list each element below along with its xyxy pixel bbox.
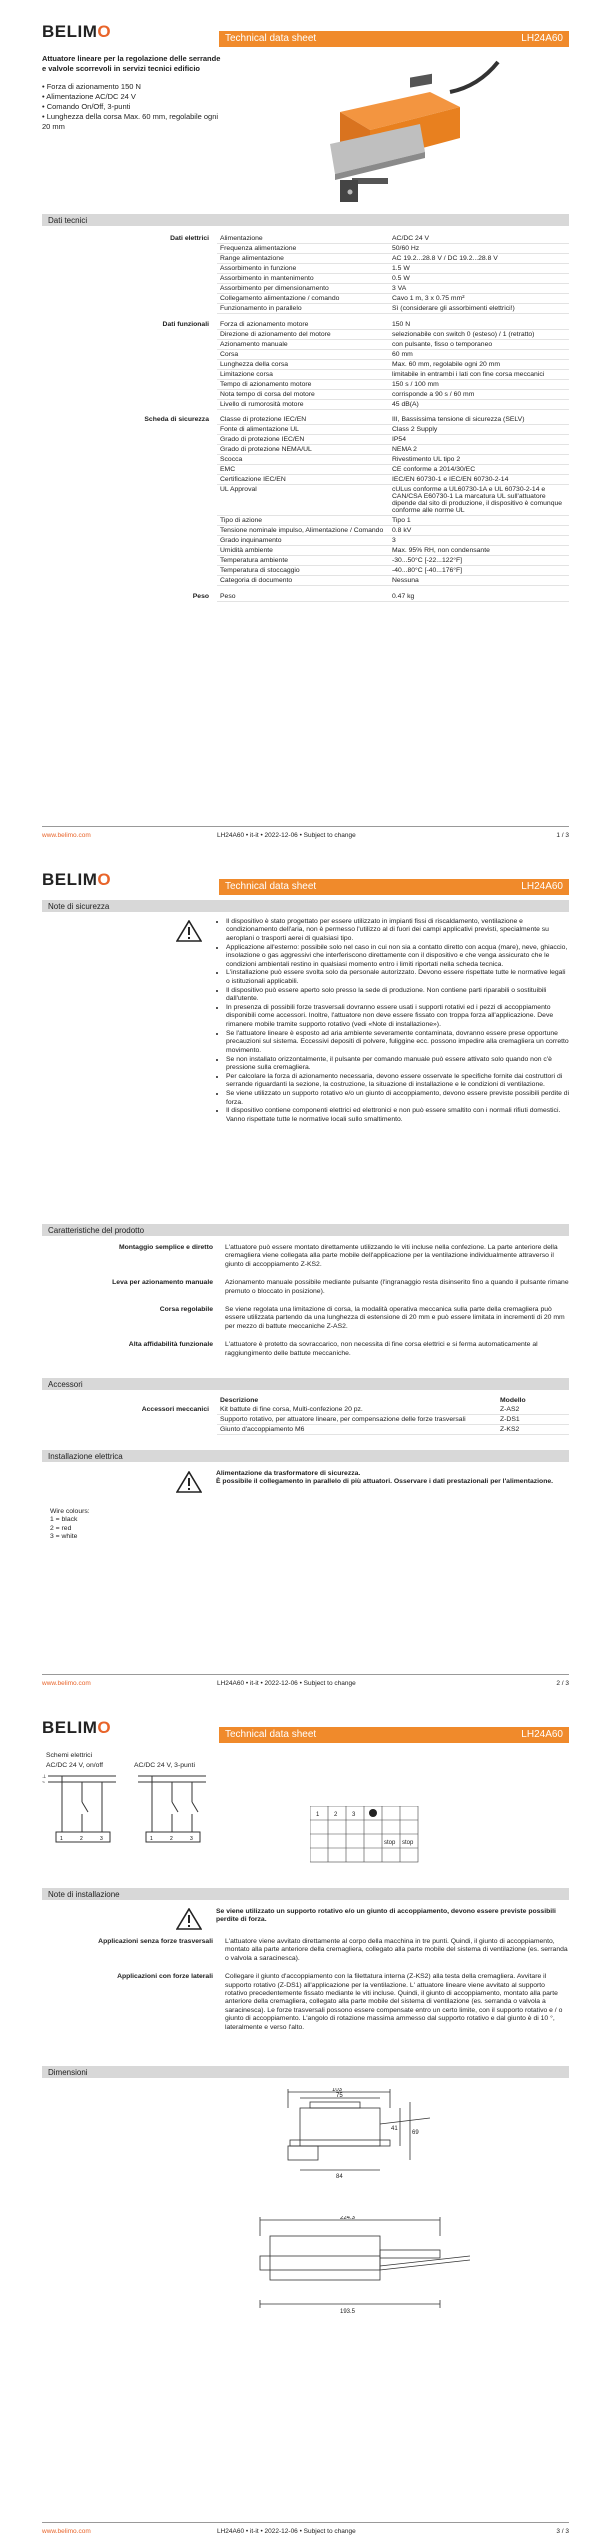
function-table [310, 1806, 420, 1866]
tech-row: Dati funzionali Forza di azionamento motore 150 N [42, 320, 569, 330]
safety-item: • Per calcolare la forza di azionamento necessaria, devono essere osservate le specifiche fornite dai costruttori di serrande riguardanti la sezione, la costruzione, la situazione di installazione e le condizioni di ventilazione. [226, 1073, 570, 1090]
tech-row: Tipo di azione Tipo 1 [42, 516, 569, 526]
tech-row: Temperatura ambiente -30...50°C [-22...122°F] [42, 556, 569, 566]
tech-row: Azionamento manuale con pulsante, fisso o temporaneo [42, 339, 569, 349]
svg-text:1: 1 [316, 1812, 320, 1818]
scheme-onoff-label: AC/DC 24 V, on/off [46, 1762, 104, 1769]
schemes-title: Schemi elettrici [46, 1752, 93, 1759]
page-2: BELIMO Technical data sheet LH24A60 Note di sicurezza • Il dispositivo è stato progettato per essere utilizzato in impianti fissi di riscaldamento, ventilazione e condizionamento dell'aria, non è permesso l'utilizzo al di fuori dei campi applicativi previsti, specialmente su aeroplani o trasporti aerei di qualsiasi tipo. • Applicazione all'esterno: possibile solo nel caso in cui non sia a contatto diretto con acqua (mare), neve, ghiaccio, insolazione o gas aggressivi che interferiscono direttamente con il dispositivo e che venga assicurato che le condizioni ambientali restino in qualsiasi momento entro i limiti riportati nella scheda tecnica. • L'installazione può essere svolta solo da personale autorizzato. Devono essere rispettate tutte le normative legali o istituzionali applicabili. • Il dispositivo può essere aperto solo presso la sede di produzione. Non contiene parti riparabili o sostituibili dall'utente. • In presenza di possibili forze trasversali dovranno essere usati i supporti rotativi ed i pezzi di accoppiamento disponibili come accessori. Inoltre, l'attuatore non deve essere fissato con troppa forza all'applicazione. Deve rimanere mobile tramite supporto rotativo (vedi «Note di installazione»). • Se l'attuatore lineare è esposto ad aria ambiente severamente contaminata, dovranno essere prese opportune precauzioni sul sistema. Eccessivi depositi di polvere, fuliggine ecc. possono impedire alla cremagliera un corretto movimento. • Se non installato orizzontalmente, il pulsante per comando manuale può essere attivato solo quando non c'è pressione sulla cremagliera. • Per calcolare la forza di azionamento necessaria, devono essere osservate le specifiche fornite dai costruttori di serrande riguardanti la sezione, la costruzione, la situazione di installazione e le condizioni di ventilazione. • Se viene utilizzato un supporto rotativo e/o un giunto di accoppiamento, devono essere previste possibili perdite di forza. • Il dispositivo contiene componenti elettrici ed elettronici e non può essere smaltito con i normali rifiuti domestici. Vanno rispettate tutte le normative locali sullo smaltimento. Caratteristiche del prodotto Montaggio semplice e diretto L'attuatore può essere montato direttamente utilizzando le viti incluse nella confezione. La parte anteriore della cremagliera viene collegata alla parte mobile dell'applicazione per la ventilazione individualmente attraverso il giunto di accoppiamento Z-KS2. Leva per azionamento manuale Azionamento manuale possibile mediante pulsante (l'ingranaggio resta disinserito fino a quando il pulsante rimane premuto o bloccato in posizione). Corsa regolabile Se viene regolata una limitazione di corsa, la modalità operativa meccanica sulla parte della cremagliera può essere utilizzata partendo da una lunghezza di estensione di 20 mm e può essere limitata in incrementi di 20 mm per mezzo di battute meccaniche Z-AS2. Alta affidabilità funzionale L'attuatore è protetto da sovraccarico, non necessita di fine corsa elettrici e si ferma automaticamente al raggiungimento delle battute meccaniche. Accessori Descrizione Modello Accessori meccanici Kit battute di fine corsa, Multi-confezione 20 pz. Z-AS2 Supporto rotativo, per attuatore lineare, per compensazione delle forze trasversali Z-DS1 Giunto d'accoppiamento M6 Z-KS2 Installazione elettrica Alimentazione da trasformatore di sicurezza. È possibile il collegamento in parallelo di più attuatori. Osservare i dati prestazionali per l'alimentazione. Wire colours: 1 = black 2 = red 3 = white www.belimo.com LH24A60 • it-it • 2022-12-06 • Subject to change 2 / 3 [0, 848, 600, 1696]
warning-icon [176, 1471, 202, 1493]
safety-item: • Applicazione all'esterno: possibile solo nel caso in cui non sia a contatto diretto con acqua (mare), neve, ghiaccio, insolazione o gas aggressivi che interferiscono direttamente con il dispositivo e che venga assicurato che le condizioni ambientali restino in qualsiasi momento entro i limiti riportati nella scheda tecnica. [226, 944, 570, 969]
tech-row: Grado di protezione IEC/EN IP54 [42, 435, 569, 445]
dimension-drawing-side [240, 2216, 480, 2316]
header-bar [219, 31, 569, 47]
tech-row: Categoria di documento Nessuna [42, 576, 569, 586]
footer-info: LH24A60 • it-it • 2022-12-06 • Subject to change [217, 832, 356, 839]
safety-item: • L'installazione può essere svolta solo da personale autorizzato. Devono essere rispettate tutte le normative legali o istituzionali applicabili. [226, 969, 570, 986]
svg-text:2: 2 [80, 1836, 83, 1842]
svg-text:~: ~ [42, 1780, 45, 1786]
stop-label: stop [402, 1840, 414, 1846]
dim-103: 103 [332, 2088, 343, 2093]
tech-row: Tensione nominale impulso, Alimentazione / Comando 0.8 kV [42, 526, 569, 536]
belimo-logo: BELIMO [42, 870, 112, 889]
tech-row: Dati elettrici Alimentazione AC/DC 24 V [42, 234, 569, 244]
accessory-row: Giunto d'accoppiamento M6 Z-KS2 [42, 1425, 569, 1435]
dim-224-3: 224.3 [340, 2216, 356, 2221]
product-intro [42, 54, 222, 132]
tech-row: Fonte di alimentazione UL Class 2 Supply [42, 425, 569, 435]
safety-item: • Il dispositivo è stato progettato per essere utilizzato in impianti fissi di riscaldamento, ventilazione e condizionamento dell'aria, non è permesso l'utilizzo al di fuori dei campi applicativi previsti, specialmente su aeroplani o trasporti aerei di qualsiasi tipo. [226, 918, 570, 943]
tech-row: Grado inquinamento 3 [42, 536, 569, 546]
wiring-diagram-onoff [42, 1772, 122, 1872]
feature-row: Alta affidabilità funzionale L'attuatore è protetto da sovraccarico, non necessita di fine corsa elettrici e si ferma automaticamente al raggiungimento delle battute meccaniche. [128, 1341, 538, 1357]
svg-text:1: 1 [60, 1836, 63, 1842]
section-dimensioni: Dimensioni [42, 2066, 569, 2078]
feature-row: Corsa regolabile Se viene regolata una limitazione di corsa, la modalità operativa meccanica sulla parte della cremagliera può essere utilizzata partendo da una lunghezza di estensione di 20 mm e può essere limitata in incrementi di 20 mm per mezzo di battute meccaniche Z-AS2. [159, 1306, 565, 1330]
dim-193-5: 193.5 [340, 2309, 356, 2315]
tech-row: Collegamento alimentazione / comando Cavo 1 m, 3 x 0.75 mm² [42, 294, 569, 304]
svg-text:3: 3 [100, 1836, 103, 1842]
tech-row: EMC CE conforme a 2014/30/EC [42, 465, 569, 475]
scheme-3punti-label: AC/DC 24 V, 3-punti [134, 1762, 195, 1769]
section-accessori: Accessori [42, 1378, 569, 1390]
accessory-row: Accessori meccanici Kit battute di fine corsa, Multi-confezione 20 pz. Z-AS2 [42, 1405, 569, 1415]
page-number: 1 / 3 [556, 832, 569, 839]
tech-row: Funzionamento in parallelo Sì (considerare gli assorbimenti elettrici!) [42, 304, 569, 314]
warning-icon [176, 1908, 202, 1930]
header-title: Technical data sheet [225, 33, 317, 44]
page-3: BELIMO Technical data sheet LH24A60 Schemi elettrici AC/DC 24 V, on/off AC/DC 24 V, 3-punti ⊥ ~ 1 2 3 1 2 3 1 2 3 stop stop Note di installazione Se viene utilizzato un supporto rotativo e/o un giunto di accoppiamento, devono essere previste possibili perdite di forza. Applicazioni senza forze trasversali L'attuatore viene avvitato direttamente al corpo della macchina in tre punti. Quindi, il giunto di accoppiamento, montato alla parte anteriore della cremagliera, collegato alla parte mobile del sistema di ventilazione (es. serranda o valvola a saracinesca). Applicazioni con forze laterali Collegare il giunto d'accoppiamento con la filettatura interna (Z-KS2) alla testa della cremagliera. Avvitare il supporto rotativo (Z-DS1) all'applicazione per la ventilazione. L' attuatore lineare viene avvitato al supporto rotativo precedentemente fissato mediante le viti incluse. Quindi, il giunto di accoppiamento, montato alla parte anteriore della cremagliera, collegato alla parte mobile del sistema di ventilazione (es. serranda o valvola a saracinesca). Le forze trasversali possono essere compensate entro un certo limite, con il supporto rotativo e / o giunto di accoppiamento. L'angolo di rotazione massima ammesso dal supporto rotativo e dal giunto è di 10 °, lateralmente e verso l'alto. Dimensioni 103 75 84 41 69 224.3 193.5 www.belimo.com LH24A60 • it-it • 2022-12-06 • Subject to change 3 / 3 [42, 1718, 569, 2535]
accessories-table: Descrizione Modello Accessori meccanici Kit battute di fine corsa, Multi-confezione 20 pz. Z-AS2 Supporto rotativo, per attuatore lineare, per compensazione delle forze trasversali Z-DS1 Giunto d'accoppiamento M6 Z-KS2 [42, 1396, 569, 1435]
tech-row: Scocca Rivestimento UL tipo 2 [42, 455, 569, 465]
safety-item: • Se viene utilizzato un supporto rotativo e/o un giunto di accoppiamento, devono essere previste possibili perdite di forza. [226, 1090, 570, 1107]
page-1 [0, 0, 600, 848]
svg-text:⊥: ⊥ [42, 1774, 47, 1780]
warning-icon [176, 920, 202, 942]
footer-url[interactable]: www.belimo.com [42, 832, 91, 839]
dim-75: 75 [336, 2093, 343, 2099]
safety-item: • In presenza di possibili forze trasversali dovranno essere usati i supporti rotativi ed i pezzi di accoppiamento disponibili come accessori. Inoltre, l'attuatore non deve essere fissato con troppa forza all'applicazione. Deve rimanere mobile tramite supporto rotativo (vedi «Note di installazione»). [226, 1004, 570, 1029]
safety-item: • Se non installato orizzontalmente, il pulsante per comando manuale può essere attivato solo quando non c'è pressione sulla cremagliera. [226, 1056, 570, 1073]
electrical-warning: Alimentazione da trasformatore di sicurezza. È possibile il collegamento in parallelo di più attuatori. Osservare i dati prestazionali per l'alimentazione. [216, 1470, 554, 1486]
tech-row: Direzione di azionamento del motore selezionabile con switch 0 (esteso) / 1 (retratto) [42, 329, 569, 339]
svg-text:2: 2 [334, 1812, 338, 1818]
tech-row: Assorbimento in funzione 1.5 W [42, 264, 569, 274]
section-dati-tecnici: Dati tecnici [42, 214, 569, 226]
install-row: Applicazioni senza forze trasversali L'attuatore viene avvitato direttamente al corpo della macchina in tre punti. Quindi, il giunto di accoppiamento, montato alla parte anteriore della cremagliera, collegato alla parte mobile del sistema di ventilazione (es. serranda o valvola a saracinesca). [98, 1938, 568, 1962]
section-note-installazione: Note di installazione [42, 1888, 569, 1900]
tech-row: Temperatura di stoccaggio -40...80°C [-40...176°F] [42, 566, 569, 576]
product-description: Attuatore lineare per la regolazione delle serrande e valvole scorrevoli in servizi tecnici edificio [42, 54, 221, 73]
tech-row: UL Approval cULus conforme a UL60730-1A e UL 60730-2-14 e CAN/CSA E60730-1 La marcatura UL sull'attuatore dipende dal sito di produzione, il dispositivo è comunque conforme alle norme UL [42, 485, 569, 516]
safety-item: • Il dispositivo contiene componenti elettrici ed elettronici e non può essere smaltito con i normali rifiuti domestici. Vanno rispettate tutte le normative locali sullo smaltimento. [226, 1107, 570, 1124]
tech-row: Grado di protezione NEMA/UL NEMA 2 [42, 445, 569, 455]
tech-row: Nota tempo di corsa del motore corrisponde a 90 s / 60 mm [42, 389, 569, 399]
tech-row: Lunghezza della corsa Max. 60 mm, regolabile ogni 20 mm [42, 359, 569, 369]
feature-row: Leva per azionamento manuale Azionamento manuale possibile mediante pulsante (l'ingranaggio resta disinserito fino a quando il pulsante rimane premuto o bloccato in posizione). [112, 1279, 569, 1295]
header-bar: Technical data sheet LH24A60 [219, 1727, 569, 1743]
dimension-drawing-top [260, 2088, 440, 2188]
section-installazione-elettrica: Installazione elettrica [42, 1450, 569, 1462]
install-notes [42, 1938, 569, 2042]
tech-row: Range alimentazione AC 19.2...28.8 V / DC 19.2...28.8 V [42, 254, 569, 264]
header-model: LH24A60 [521, 33, 563, 44]
actuator-image [300, 52, 500, 202]
feature-row: Montaggio semplice e diretto L'attuatore può essere montato direttamente utilizzando le viti incluse nella confezione. La parte anteriore della cremagliera viene collegata alla parte mobile dell'applicazione per la ventilazione individualmente attraverso il giunto di accoppiamento Z-KS2. [118, 1244, 558, 1268]
section-caratteristiche: Caratteristiche del prodotto [42, 1224, 569, 1236]
tech-row: Certificazione IEC/EN IEC/EN 60730-1 e IEC/EN 60730-2-14 [42, 475, 569, 485]
dim-84: 84 [336, 2174, 343, 2180]
dim-69: 69 [412, 2130, 419, 2136]
belimo-logo: BELIMO [42, 1718, 112, 1737]
tech-row: Assorbimento in mantenimento 0.5 W [42, 274, 569, 284]
section-note-sicurezza: Note di sicurezza [42, 900, 569, 912]
safety-item: • Il dispositivo può essere aperto solo presso la sede di produzione. Non contiene parti riparabili o sostituibili dall'utente. [226, 987, 570, 1004]
safety-item: • Se l'attuatore lineare è esposto ad aria ambiente severamente contaminata, dovranno essere prese opportune precauzioni sul sistema. Eccessivi depositi di polvere, fuliggine ecc. possono impedire alla cremagliera un corretto movimento. [226, 1030, 570, 1055]
header-bar: Technical data sheet LH24A60 [219, 879, 569, 895]
tech-row: Livello di rumorosità motore 45 dB(A) [42, 399, 569, 409]
tech-data-table [42, 234, 569, 602]
tech-row: Tempo di azionamento motore 150 s / 100 mm [42, 379, 569, 389]
wiring-diagram-3punti [132, 1772, 212, 1872]
install-row: Applicazioni con forze laterali Collegare il giunto d'accoppiamento con la filettatura interna (Z-KS2) alla testa della cremagliera. Avvitare il supporto rotativo (Z-DS1) all'applicazione per la ventilazione. L' attuatore lineare viene avvitato al supporto rotativo precedentemente fissato mediante le viti incluse. Quindi, il giunto di accoppiamento, montato alla parte anteriore della cremagliera, collegato alla parte mobile del sistema di ventilazione (es. serranda o valvola a saracinesca). Le forze trasversali possono essere compensate entro un certo limite, con il supporto rotativo e / o giunto di accoppiamento. L'angolo di rotazione massima ammesso dal supporto rotativo e dal giunto è di 10 °, lateralmente e verso l'alto. [117, 1973, 563, 2031]
tech-row: Scheda di sicurezza Classe di protezione IEC/EN III, Bassissima tensione di sicurezza (SELV) [42, 415, 569, 425]
accessory-row: Supporto rotativo, per attuatore lineare, per compensazione delle forze trasversali Z-DS1 [42, 1415, 569, 1425]
safety-notes [216, 918, 570, 1125]
svg-text:2: 2 [170, 1836, 173, 1842]
dim-41: 41 [391, 2126, 398, 2132]
tech-row: Umidità ambiente Max. 95% RH, non condensante [42, 546, 569, 556]
svg-text:1: 1 [150, 1836, 153, 1842]
wire-colours: Wire colours: 1 = black 2 = red 3 = white [50, 1508, 90, 1541]
belimo-logo: BELIMO [42, 22, 112, 41]
tech-row: Corsa 60 mm [42, 349, 569, 359]
tech-row: Peso Peso 0.47 kg [42, 592, 569, 602]
tech-row: Assorbimento per dimensionamento 3 VA [42, 284, 569, 294]
features-list [42, 1244, 569, 1368]
svg-text:3: 3 [352, 1812, 356, 1818]
tech-row: Frequenza alimentazione 50/60 Hz [42, 244, 569, 254]
tech-row: Limitazione corsa limitabile in entrambi i lati con fine corsa meccanici [42, 369, 569, 379]
stop-label: stop [384, 1840, 396, 1846]
feature-bullets: • Forza di azionamento 150 N • Alimentazione AC/DC 24 V • Comando On/Off, 3-punti • Lunghezza della corsa Max. 60 mm, regolabile ogni 20 mm [42, 82, 219, 131]
install-warning: Se viene utilizzato un supporto rotativo e/o un giunto di accoppiamento, devono essere previste possibili perdite di forza. [216, 1908, 556, 1924]
svg-text:3: 3 [190, 1836, 193, 1842]
